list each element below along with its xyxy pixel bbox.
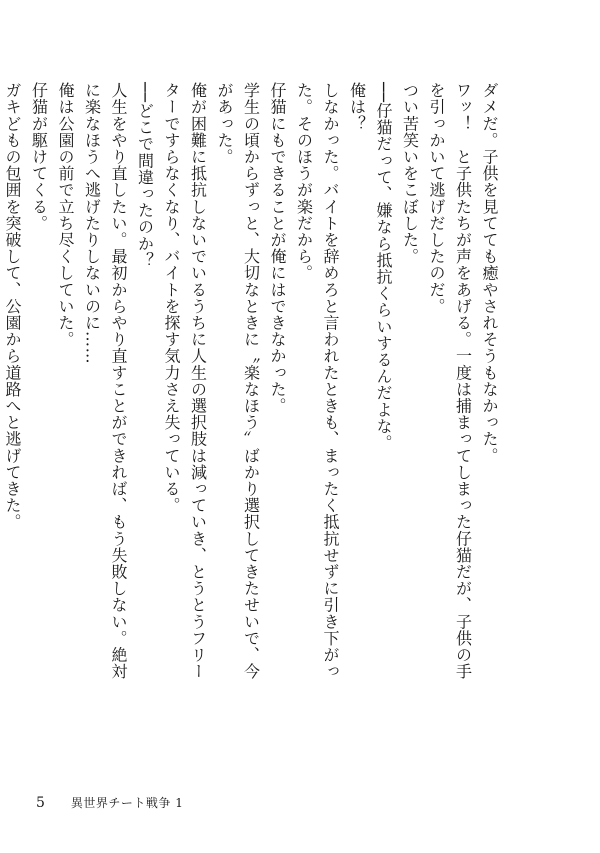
paragraph-13: 仔猫が駆けてくる。	[29, 82, 49, 232]
book-title: 異世界チート戦争 1	[70, 796, 184, 810]
paragraph-2: ワッ！ と子供たちが声をあげる。一度は捕まってしまった仔猫だが、子供の手を引っかいて逃げだしたのだ。	[427, 82, 473, 680]
paragraph-1: ダメだ。子供を見てても癒やされそうもなかった。	[480, 82, 499, 464]
paragraph-7: 仔猫にもできることが俺にはできなかった。	[268, 82, 287, 414]
paragraph-5: 俺は？	[347, 82, 367, 132]
paragraph-10: ──どこで間違ったのか？	[135, 82, 155, 269]
paragraph-12: 俺は公園の前で立ち尽くしていた。	[56, 82, 75, 348]
page-footer	[36, 794, 183, 814]
paragraph-11: 人生をやり直したい。最初からやり直すことができれば、もう失敗しない。絶対に楽なほうへ逃げたりしないのに……	[82, 82, 128, 680]
paragraph-14: ガキどもの包囲を突破して、公園から道路へと逃げてきた。	[3, 82, 22, 531]
body-text	[3, 82, 502, 692]
paragraph-9: 俺が困難に抵抗しないでいるうちに人生の選択肢は減っていき、とうとうフリーターですらなくなり、バイトを探す気力さえ失っている。	[162, 82, 208, 680]
paragraph-4: ──仔猫だって、嫌なら抵抗くらいするんだよな。	[374, 82, 393, 452]
paragraph-3: つい苦笑いをこぼした。	[400, 82, 420, 265]
paragraph-8: 学生の頃からずっと、大切なときに〝楽なほう〟ばかり選択してきたせいで、今があった。	[215, 82, 261, 680]
paragraph-6: しなかった。バイトを辞めろと言われたときも、まったく抵抗せずに引き下がった。そのほうが楽だから。	[294, 82, 340, 680]
page-number: 5	[36, 795, 45, 811]
